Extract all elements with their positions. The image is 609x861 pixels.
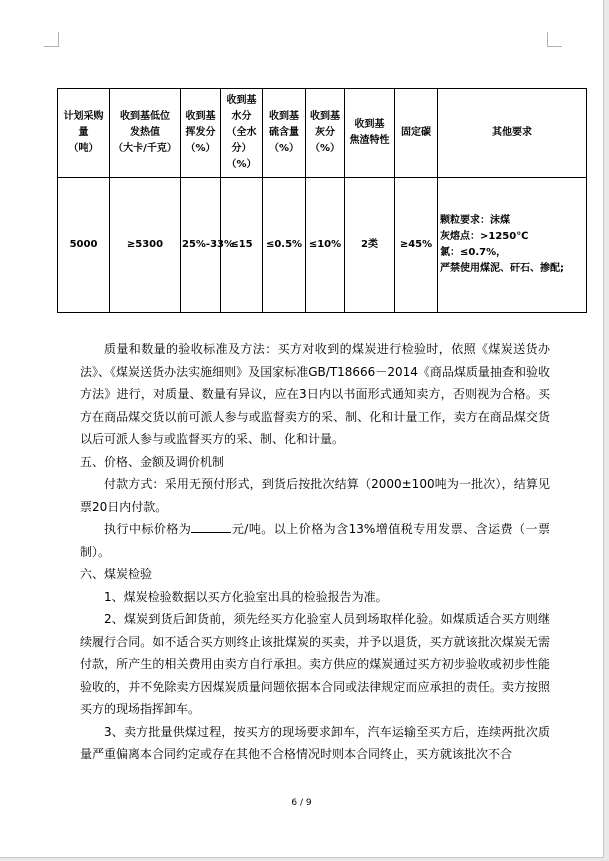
cell-coke-residue: 2类 bbox=[345, 178, 395, 313]
paragraph-price bbox=[80, 518, 550, 563]
header-cell-volatile: 收到基 挥发分 （%） bbox=[181, 89, 221, 178]
header-cell-fixed-carbon: 固定碳 bbox=[395, 89, 438, 178]
header-cell-calorific: 收到基低位 发热值 （大卡/千克） bbox=[110, 89, 181, 178]
header-cell-sulfur: 收到基 硫含量 （%） bbox=[263, 89, 306, 178]
header-cell-other: 其他要求 bbox=[438, 89, 587, 178]
section-heading-price: 五、价格、金额及调价机制 bbox=[80, 454, 225, 469]
header-cell-ash: 收到基 灰分 （%） bbox=[306, 89, 345, 178]
cell-fixed-carbon: ≥45% bbox=[395, 178, 438, 313]
paragraph-payment: 付款方式：采用无预付形式，到货后按批次结算（2000±100吨为一批次），结算见票20日内付款。 bbox=[80, 477, 550, 514]
price-blank bbox=[191, 520, 231, 533]
crop-mark-top-right bbox=[547, 32, 562, 47]
paragraph-inspection-3: 3、卖方批量供煤过程，按买方的现场要求卸车，汽车运输至买方后，连续两批次质量严重偏离本合同约定或存在其他不合格情况时则本合同终止，买方就该批次不合 bbox=[80, 724, 550, 761]
cell-other-requirements: 颗粒要求：沫煤 灰熔点：>1250℃ 氯：≤0.7%， 严禁使用煤泥、矸石、掺配; bbox=[438, 178, 587, 313]
header-cell-coke-residue: 收到基 焦渣特性 bbox=[345, 89, 395, 178]
table-row bbox=[58, 178, 587, 313]
paragraph-inspection-2: 2、煤炭到货后卸货前，须先经买方化验室人员到场取样化验。如煤质适合买方则继续履行合同。如不适合买方则终止该批煤炭的买卖，并予以退货，买方就该批次煤炭无需付款，所产生的相关费用由卖方自行承担。卖方供应的煤炭通过买方初步验收或初步性能验收的，并不免除卖方因煤炭质量问题依据本合同或法律规定而应承担的责任。卖方按照买方的现场指挥卸车。 bbox=[80, 612, 550, 716]
section-heading-inspection: 六、煤炭检验 bbox=[80, 567, 153, 581]
cell-sulfur: ≤0.5% bbox=[263, 178, 306, 313]
cell-moisture: ≤15 bbox=[221, 178, 263, 313]
cell-volatile: 25%-33% bbox=[181, 178, 221, 313]
header-cell-purchase-qty: 计划采购量 （吨） bbox=[58, 89, 110, 178]
paragraph-acceptance-standard: 质量和数量的验收标准及方法：买方对收到的煤炭进行检验时，依照《煤炭送货办法》、《煤炭送货办法实施细则》及国家标准GB/T18666－2014《商品煤质量抽查和验收方法》进行，对质量、数量有异议，应在3日内以书面形式通知卖方，否则视为合格。买方在商品煤交货以前可派人参与或监督卖方的采、制、化和计量工作，卖方在商品煤交货以后可派人参与或监督买方的采、制、化和计量。 bbox=[80, 342, 550, 446]
cell-purchase-qty: 5000 bbox=[58, 178, 110, 313]
table-header-row bbox=[58, 89, 587, 178]
crop-mark-top-left bbox=[44, 32, 59, 47]
contract-body bbox=[80, 338, 550, 766]
page-number: 6 / 9 bbox=[291, 798, 312, 808]
coal-spec-table bbox=[57, 88, 587, 313]
cell-calorific: ≥5300 bbox=[110, 178, 181, 313]
price-text-before: 执行中标价格为 bbox=[104, 522, 192, 536]
cell-ash: ≤10% bbox=[306, 178, 345, 313]
price-text-after: 元/吨。以上价格为含13%增值税专用发票、含运费（一票制）。 bbox=[80, 522, 550, 559]
header-cell-moisture: 收到基 水分 （全水 分） （%） bbox=[221, 89, 263, 178]
paragraph-inspection-1: 1、煤炭检验数据以买方化验室出具的检验报告为准。 bbox=[104, 589, 388, 604]
